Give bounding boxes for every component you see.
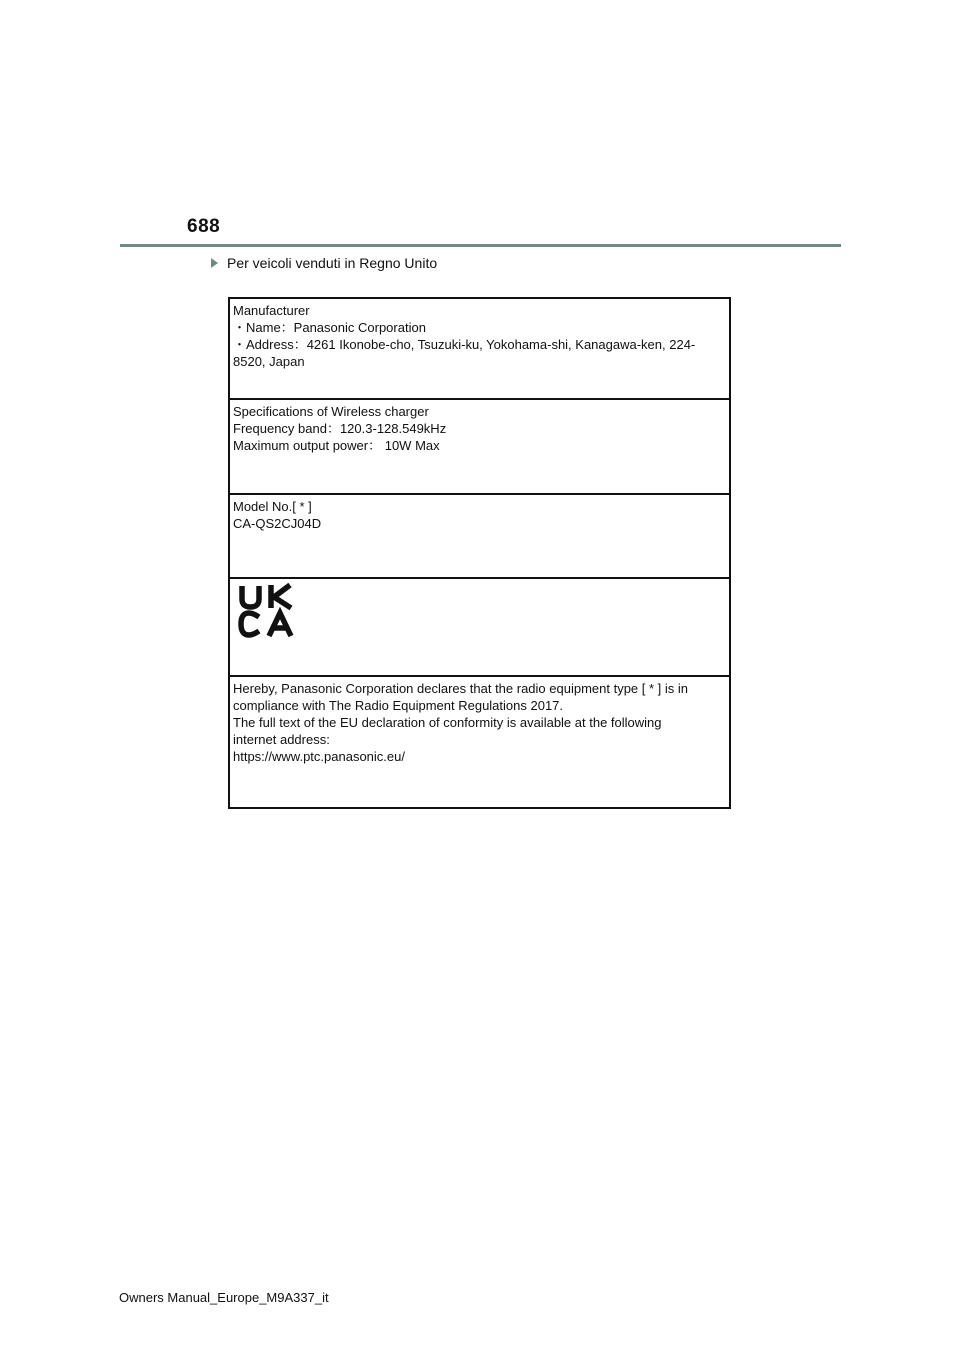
triangle-bullet-icon (211, 258, 218, 268)
max-output-power: Maximum output power： 10W Max (233, 438, 440, 453)
manufacturer-name: ・Name：Panasonic Corporation (233, 320, 426, 335)
ukca-cell (230, 579, 729, 677)
declaration-line4: internet address: (233, 732, 330, 747)
declaration-line2: compliance with The Radio Equipment Regulations 2017. (233, 698, 564, 713)
declaration-line3: The full text of the EU declaration of conformity is available at the following (233, 715, 662, 730)
frequency-band: Frequency band：120.3-128.549kHz (233, 421, 447, 436)
model-number: CA-QS2CJ04D (233, 516, 322, 531)
page-number: 688 (187, 216, 221, 237)
section-heading-text: Per veicoli venduti in Regno Unito (227, 255, 438, 271)
manufacturer-title: Manufacturer (233, 303, 310, 318)
footer-text: Owners Manual_Europe_M9A337_it (119, 1290, 329, 1305)
ukca-mark-icon (237, 583, 297, 639)
header-rule (120, 244, 841, 247)
manufacturer-cell (230, 299, 729, 400)
label-table (228, 297, 731, 809)
declaration-url: https://www.ptc.panasonic.eu/ (233, 749, 405, 764)
section-heading (211, 255, 437, 271)
specifications-cell (230, 400, 729, 495)
manufacturer-address-line2: 8520, Japan (233, 354, 305, 369)
declaration-cell (230, 677, 729, 807)
model-title: Model No.[ * ] (233, 499, 312, 514)
model-cell (230, 495, 729, 579)
manufacturer-address-line1: ・Address：4261 Ikonobe-cho, Tsuzuki-ku, Yokohama-shi, Kanagawa-ken, 224- (233, 337, 696, 352)
specifications-title: Specifications of Wireless charger (233, 404, 429, 419)
declaration-line1: Hereby, Panasonic Corporation declares that the radio equipment type [ * ] is in (233, 681, 689, 696)
